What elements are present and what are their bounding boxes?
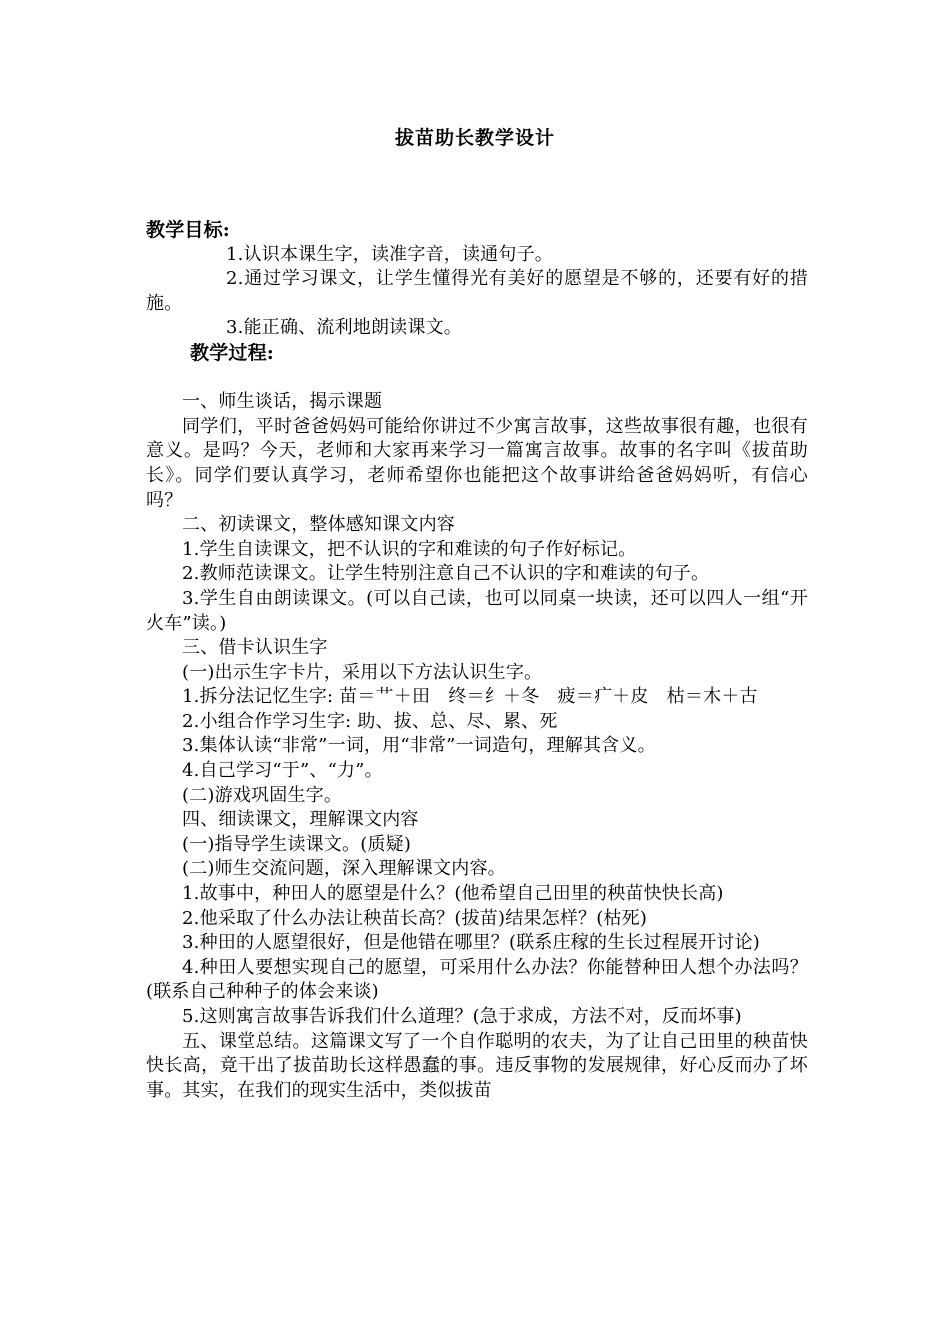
- paragraph: 5.这则寓言故事告诉我们什么道理？(急于求成，方法不对，反而坏事): [182, 1006, 742, 1027]
- section-heading: 三、借卡认识生字: [182, 637, 328, 659]
- document-title: 拔苗助长教学设计: [394, 127, 555, 149]
- paragraph: (二)师生交流问题，深入理解课文内容。: [182, 858, 506, 880]
- paragraph: 1.拆分法记忆生字: 苗＝艹＋田 终＝纟＋冬 疲＝疒＋皮 枯＝木＋古: [182, 686, 758, 708]
- section-heading: 四、细读课文，理解课文内容: [182, 809, 419, 831]
- paragraph: 3.学生自由朗读课文。(可以自己读，也可以同桌一块读，还可以四人一组“开火车”读。): [146, 587, 808, 634]
- paragraph: 3.种田的人愿望很好，但是他错在哪里？(联系庄稼的生长过程展开讨论): [182, 932, 761, 954]
- paragraph: 4.自己学习“于”、“力”。: [182, 760, 383, 782]
- paragraph: (二)游戏巩固生字。: [182, 784, 343, 806]
- process-heading: 教学过程:: [190, 341, 275, 364]
- spacer: [146, 366, 808, 391]
- paragraph: (一)出示生字卡片，采用以下方法认识生字。: [182, 661, 543, 683]
- paragraph: 同学们，平时爸爸妈妈可能给你讲过不少寓言故事，这些故事很有趣，也很有意义。是吗？今天，老师和大家再来学习一篇寓言故事。故事的名字叫《拔苗助长》。同学们要认真学习，老师希望你也能把这个故事讲给爸爸妈妈听，有信心吗？: [146, 415, 808, 511]
- paragraph: 1.故事中，种田人的愿望是什么？(他希望自己田里的秧苗快快长高): [182, 883, 724, 905]
- paragraph: 4.种田人要想实现自己的愿望，可采用什么办法？你能替种田人想个办法吗？(联系自己种种子的体会来谈): [146, 956, 808, 1003]
- section-heading: 一、师生谈话，揭示课题: [182, 391, 383, 413]
- section-heading: 二、初读课文，整体感知课文内容: [182, 514, 455, 536]
- paragraph: (一)指导学生读课文。(质疑): [182, 833, 412, 855]
- objective-item: 2.通过学习课文，让学生懂得光有美好的愿望是不够的，还要有好的措施。: [146, 268, 808, 314]
- paragraph: 3.集体认读“非常”一词，用“非常”一词造句，理解其含义。: [182, 735, 656, 757]
- objectives-heading: 教学目标:: [146, 219, 231, 241]
- objective-item: 3.能正确、流利地朗读课文。: [226, 317, 462, 339]
- section-heading: 五、课堂总结。这篇课文写了一个自作聪明的农夫，为了让自己田里的秧苗快快长高，竟干出了拔苗助长这样愚蠢的事。违反事物的发展规律，好心反而办了坏事。其实，在我们的现实生活中，类似拔苗: [146, 1030, 808, 1101]
- objective-item: 1.认识本课生字，读准字音，读通句子。: [226, 243, 553, 265]
- document-body: [146, 218, 808, 1103]
- paragraph: 2.小组合作学习生字: 助、拔、总、尽、累、死: [182, 710, 558, 732]
- paragraph: 1.学生自读课文，把不认识的字和难读的句子作好标记。: [182, 538, 637, 560]
- paragraph: 2.他采取了什么办法让秧苗长高？(拔苗)结果怎样？(枯死): [182, 907, 648, 929]
- paragraph: 2.教师范读课文。让学生特别注意自己不认识的字和难读的句子。: [182, 563, 710, 585]
